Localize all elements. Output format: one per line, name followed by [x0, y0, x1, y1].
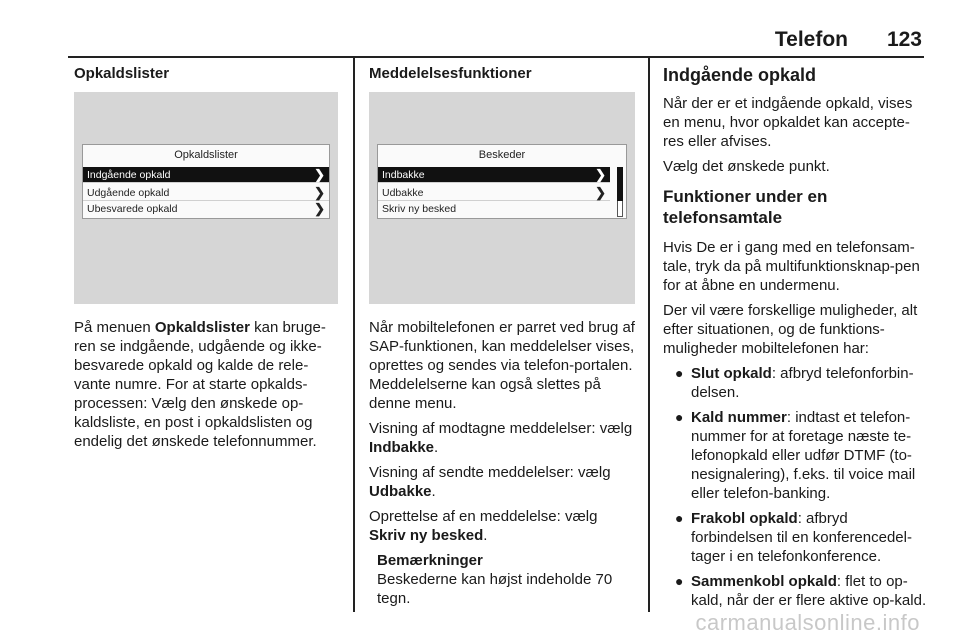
screen-menu-item-label: Skriv ny besked — [382, 203, 457, 215]
screen-menu-item-label: Indbakke — [382, 169, 425, 181]
chevron-right-icon: ❯ — [595, 167, 606, 182]
screen-title: Beskeder — [478, 149, 526, 161]
column-call-lists — [74, 64, 344, 84]
screen-scrollbar-thumb — [617, 167, 623, 201]
page-header — [0, 28, 960, 52]
section-heading-messages: Meddelelsesfunktioner — [369, 65, 532, 82]
screen-menu-item-label: Indgående opkald — [87, 169, 171, 181]
messages-display — [377, 144, 627, 219]
messages-screen-image — [369, 92, 635, 304]
screen-menu-item — [378, 167, 610, 183]
chevron-right-icon: ❯ — [595, 185, 606, 200]
chevron-right-icon: ❯ — [314, 185, 325, 200]
screen-menu-item-label: Ubesvarede opkald — [87, 203, 178, 215]
screen-menu-item — [83, 185, 329, 201]
screen-menu-item-label: Udgående opkald — [87, 187, 170, 199]
call-lists-screen-image — [74, 92, 338, 304]
incoming-paragraph-1: Når der er et indgående opkald, vises en menu, hvor opkaldet kan accepte-res eller afvises. — [663, 95, 913, 150]
watermark: carmanualsonline.info — [695, 610, 920, 635]
section-heading-call-lists: Opkaldslister — [74, 65, 170, 82]
screen-menu-item — [83, 167, 329, 183]
functions-paragraph-2: Der vil være forskellige muligheder, alt efter situationen, og de funktions-muligheder mobiltelefonen har: — [663, 302, 918, 357]
call-lists-display — [82, 144, 330, 219]
note-title: Bemærkninger — [377, 552, 483, 569]
chevron-right-icon: ❯ — [314, 167, 325, 182]
column-divider-1 — [353, 56, 355, 612]
screen-menu-item-label: Udbakke — [382, 187, 424, 199]
functions-paragraph-1: Hvis De er i gang med en telefonsam-tale, tryk da på multifunktionsknap-pen for at åbne en undermenu. — [663, 239, 920, 294]
list-item: ● Sammenkobl opkald: flet to op-kald, når der er flere aktive op-kald. — [675, 573, 927, 609]
note-box — [369, 551, 635, 608]
messages-paragraph-2: Visning af modtagne meddelelser: vælg Indbakke. — [369, 420, 633, 456]
messages-text — [369, 318, 635, 614]
list-item: ● Slut opkald: afbryd telefonforbin-delsen. — [675, 365, 914, 401]
note-text: Beskederne kan højst indeholde 70 tegn. — [377, 571, 613, 607]
list-item: ● Kald nummer: indtast et telefon-nummer for at foretage næste te-lefonopkald eller udfør DTMF (to-nesignalering), f.eks. til voice mail eller telefon-banking. — [675, 409, 916, 502]
bullet-icon: ● — [675, 510, 684, 526]
messages-paragraph-3: Visning af sendte meddelelser: vælg Udbakke. — [369, 464, 611, 500]
messages-paragraph-4: Oprettelse af en meddelelse: vælg Skriv ny besked. — [369, 508, 598, 544]
screen-menu-item — [378, 201, 610, 217]
page-number: 123 — [886, 28, 922, 51]
heading-call-functions: Funktioner under en telefonsamtale — [663, 187, 828, 227]
header-rule — [68, 56, 924, 58]
messages-paragraph-1: Når mobiltelefonen er parret ved brug af SAP-funktionen, kan meddelelser vises, oprettes og sendes via telefon-portalen. Meddelelserne kan også slettes på denne menu. — [369, 319, 635, 412]
bullet-icon: ● — [675, 409, 684, 425]
screen-title: Opkaldslister — [174, 149, 238, 161]
call-lists-paragraph: På menuen Opkaldslister kan bruge-ren se indgående, udgående og ikke-besvarede opkald og kalde de rele-vante numre. For at starte opkalds-processen: Vælg den ønskede op-kaldsliste, en post i opkaldslisten og endelig det ønskede telefonnummer. — [74, 319, 326, 450]
incoming-paragraph-2: Vælg det ønskede punkt. — [663, 158, 830, 175]
screen-menu-item — [378, 185, 610, 201]
call-lists-text — [74, 318, 344, 457]
screen-menu-item — [83, 201, 329, 217]
bullet-icon: ● — [675, 365, 684, 381]
column-incoming-calls — [663, 64, 927, 616]
header-title: Telefon — [774, 28, 848, 51]
bullet-icon: ● — [675, 573, 684, 589]
column-divider-2 — [648, 56, 650, 612]
heading-incoming-call: Indgående opkald — [663, 65, 817, 85]
functions-list — [663, 364, 927, 610]
column-messages — [369, 64, 635, 84]
list-item: ● Frakobl opkald: afbryd forbindelsen til en konferencedel-tager i en telefonkonference. — [675, 510, 912, 565]
chevron-right-icon: ❯ — [314, 201, 325, 216]
